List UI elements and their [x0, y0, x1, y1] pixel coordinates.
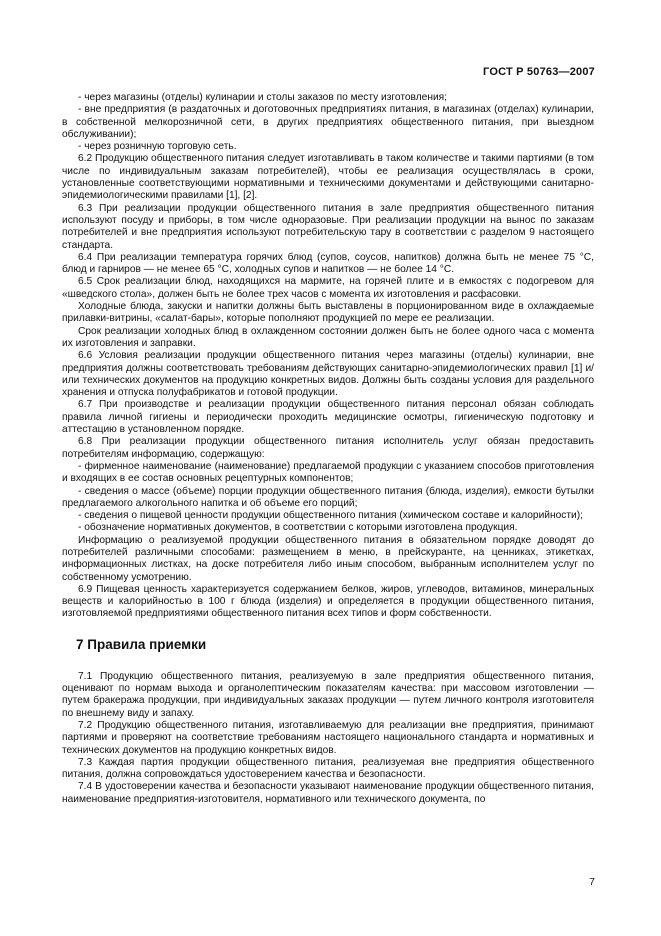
paragraph: 6.7 При производстве и реализации продукции общественного питания персонал обязан соблюдать правила личной гигиены и периодически проходить медицинские осмотры, гигиеническую подготовку и аттестацию в установленном порядке. — [62, 399, 594, 436]
paragraph: 6.2 Продукцию общественного питания следует изготавливать в таком количестве и такими партиями (в том числе по индивидуальным заказам потребителей), чтобы ее реализация осуществлялась в сроки, установленные соответствующими нормативными и техническими документами и действующими санитарно-эпидемиологическими правилами [1], [2]. — [62, 153, 594, 202]
paragraph: - вне предприятия (в раздаточных и доготовочных предприятиях питания, в магазинах (отделах) кулинарии, в собственной мелкорозничной сети, в других предприятиях общественного питания, при выездном обслуживании); — [62, 104, 594, 140]
paragraph: - фирменное наименование (наименование) предлагаемой продукции с указанием способов приготовления и входящих в ее состав основных рецептурных компонентов; — [62, 460, 594, 485]
paragraph: 7.4 В удостоверении качества и безопасности указывают наименование продукции общественного питания, наименование предприятия-изготовителя, нормативного или технического документа, по — [62, 781, 594, 805]
paragraph: 7.2 Продукцию общественного питания, изготавливаемую для реализации вне предприятия, принимают партиями и проверяют на соответствие требованиям настоящего национального стандарта и нормативных и технических документов на продукцию конкретных видов. — [62, 719, 594, 756]
paragraph: 6.6 Условия реализации продукции общественного питания через магазины (отделы) кулинарии, вне предприятия должны соответствовать требованиям действующих санитарно-эпидемиологических правил [1] и/или технических документов на продукцию конкретных видов. Должны быть созданы условия для раздельного хранения и отпуска полуфабрикатов и готовой продукции. — [62, 350, 594, 399]
paragraph: 7.3 Каждая партия продукции общественного питания, реализуемая вне предприятия общественного питания, должна сопровождаться удостоверением качества и безопасности. — [62, 756, 594, 781]
paragraph: - через магазины (отделы) кулинарии и столы заказов по месту изготовления; — [78, 92, 448, 103]
section-7-body — [62, 671, 594, 806]
paragraph: 6.9 Пищевая ценность характеризуется содержанием белков, жиров, углеводов, витаминов, минеральных веществ и калорийностью в 100 г блюда (изделия) и определяется в продукции общественного питания, изготовляемой предприятиями общественного питания всех типов и форм собственности. — [62, 583, 594, 620]
paragraph: 7.1 Продукцию общественного питания, реализуемую в зале предприятия общественного питания, оценивают по нормам выхода и органолептическим показателям качества: при массовом изготовлении — путем бракеража продукции, при индивидуальных заказах продукции — путем личного контроля изготовителя по внешнему виду и запаху. — [62, 670, 594, 719]
page-body — [62, 92, 594, 806]
section-7-heading: 7 Правила приемки — [76, 636, 207, 652]
paragraph: - обозначение нормативных документов, в соответствии с которыми изготовлена продукция. — [78, 522, 518, 534]
section-6-continuation — [62, 92, 594, 621]
paragraph: 6.4 При реализации температура горячих блюд (супов, соусов, напитков) должна быть не менее 75 °С, блюд и гарниров — не менее 65 °С, холодных супов и напитков — не более 14 °С. — [62, 251, 594, 276]
paragraph: Информацию о реализуемой продукции общественного питания в обязательном порядке доводят до потребителей различными способами: размещением в меню, в прейскуранте, на ценниках, этикетках, информационных листках, на доске потребителя либо иным способом, выбранным исполнителем услуг по собственному усмотрению. — [62, 534, 594, 583]
paragraph: - сведения о массе (объеме) порции продукции общественного питания (блюда, изделия), емкости бутылки предлагаемого алкогольного напитка и об объеме его порций; — [62, 485, 594, 509]
paragraph: - через розничную торговую сеть. — [78, 141, 237, 153]
paragraph: 6.3 При реализации продукции общественного питания в зале предприятия общественного питания используют посуду и приборы, в том числе одноразовые. При реализации продукции на вынос по заказам потребителей и вне предприятия используют потребительскую тару в соответствии с разделом 9 настоящего стандарта. — [62, 202, 594, 251]
page-number: 7 — [589, 876, 595, 888]
paragraph: 6.8 При реализации продукции общественного питания исполнитель услуг обязан предоставить потребителям информацию, содержащую: — [62, 436, 594, 460]
paragraph: Срок реализации холодных блюд в охлажденном состоянии должен быть не более одного часа с момента их изготовления и заправки. — [62, 325, 594, 349]
document-code-header: ГОСТ Р 50763—2007 — [483, 66, 595, 78]
paragraph: 6.5 Срок реализации блюд, находящихся на мармите, на горячей плите и в емкостях с подогревом для «шведского стола», должен быть не более трех часов с момента их изготовления и расфасовки. — [62, 276, 594, 300]
paragraph: - сведения о пищевой ценности продукции общественного питания (химическом составе и калорийности); — [78, 510, 583, 522]
paragraph: Холодные блюда, закуски и напитки должны быть выставлены в порционированном виде в охлаждаемые прилавки-витрины, «салат-бары», которые пополняют продукцией по мере ее реализации. — [62, 301, 594, 325]
